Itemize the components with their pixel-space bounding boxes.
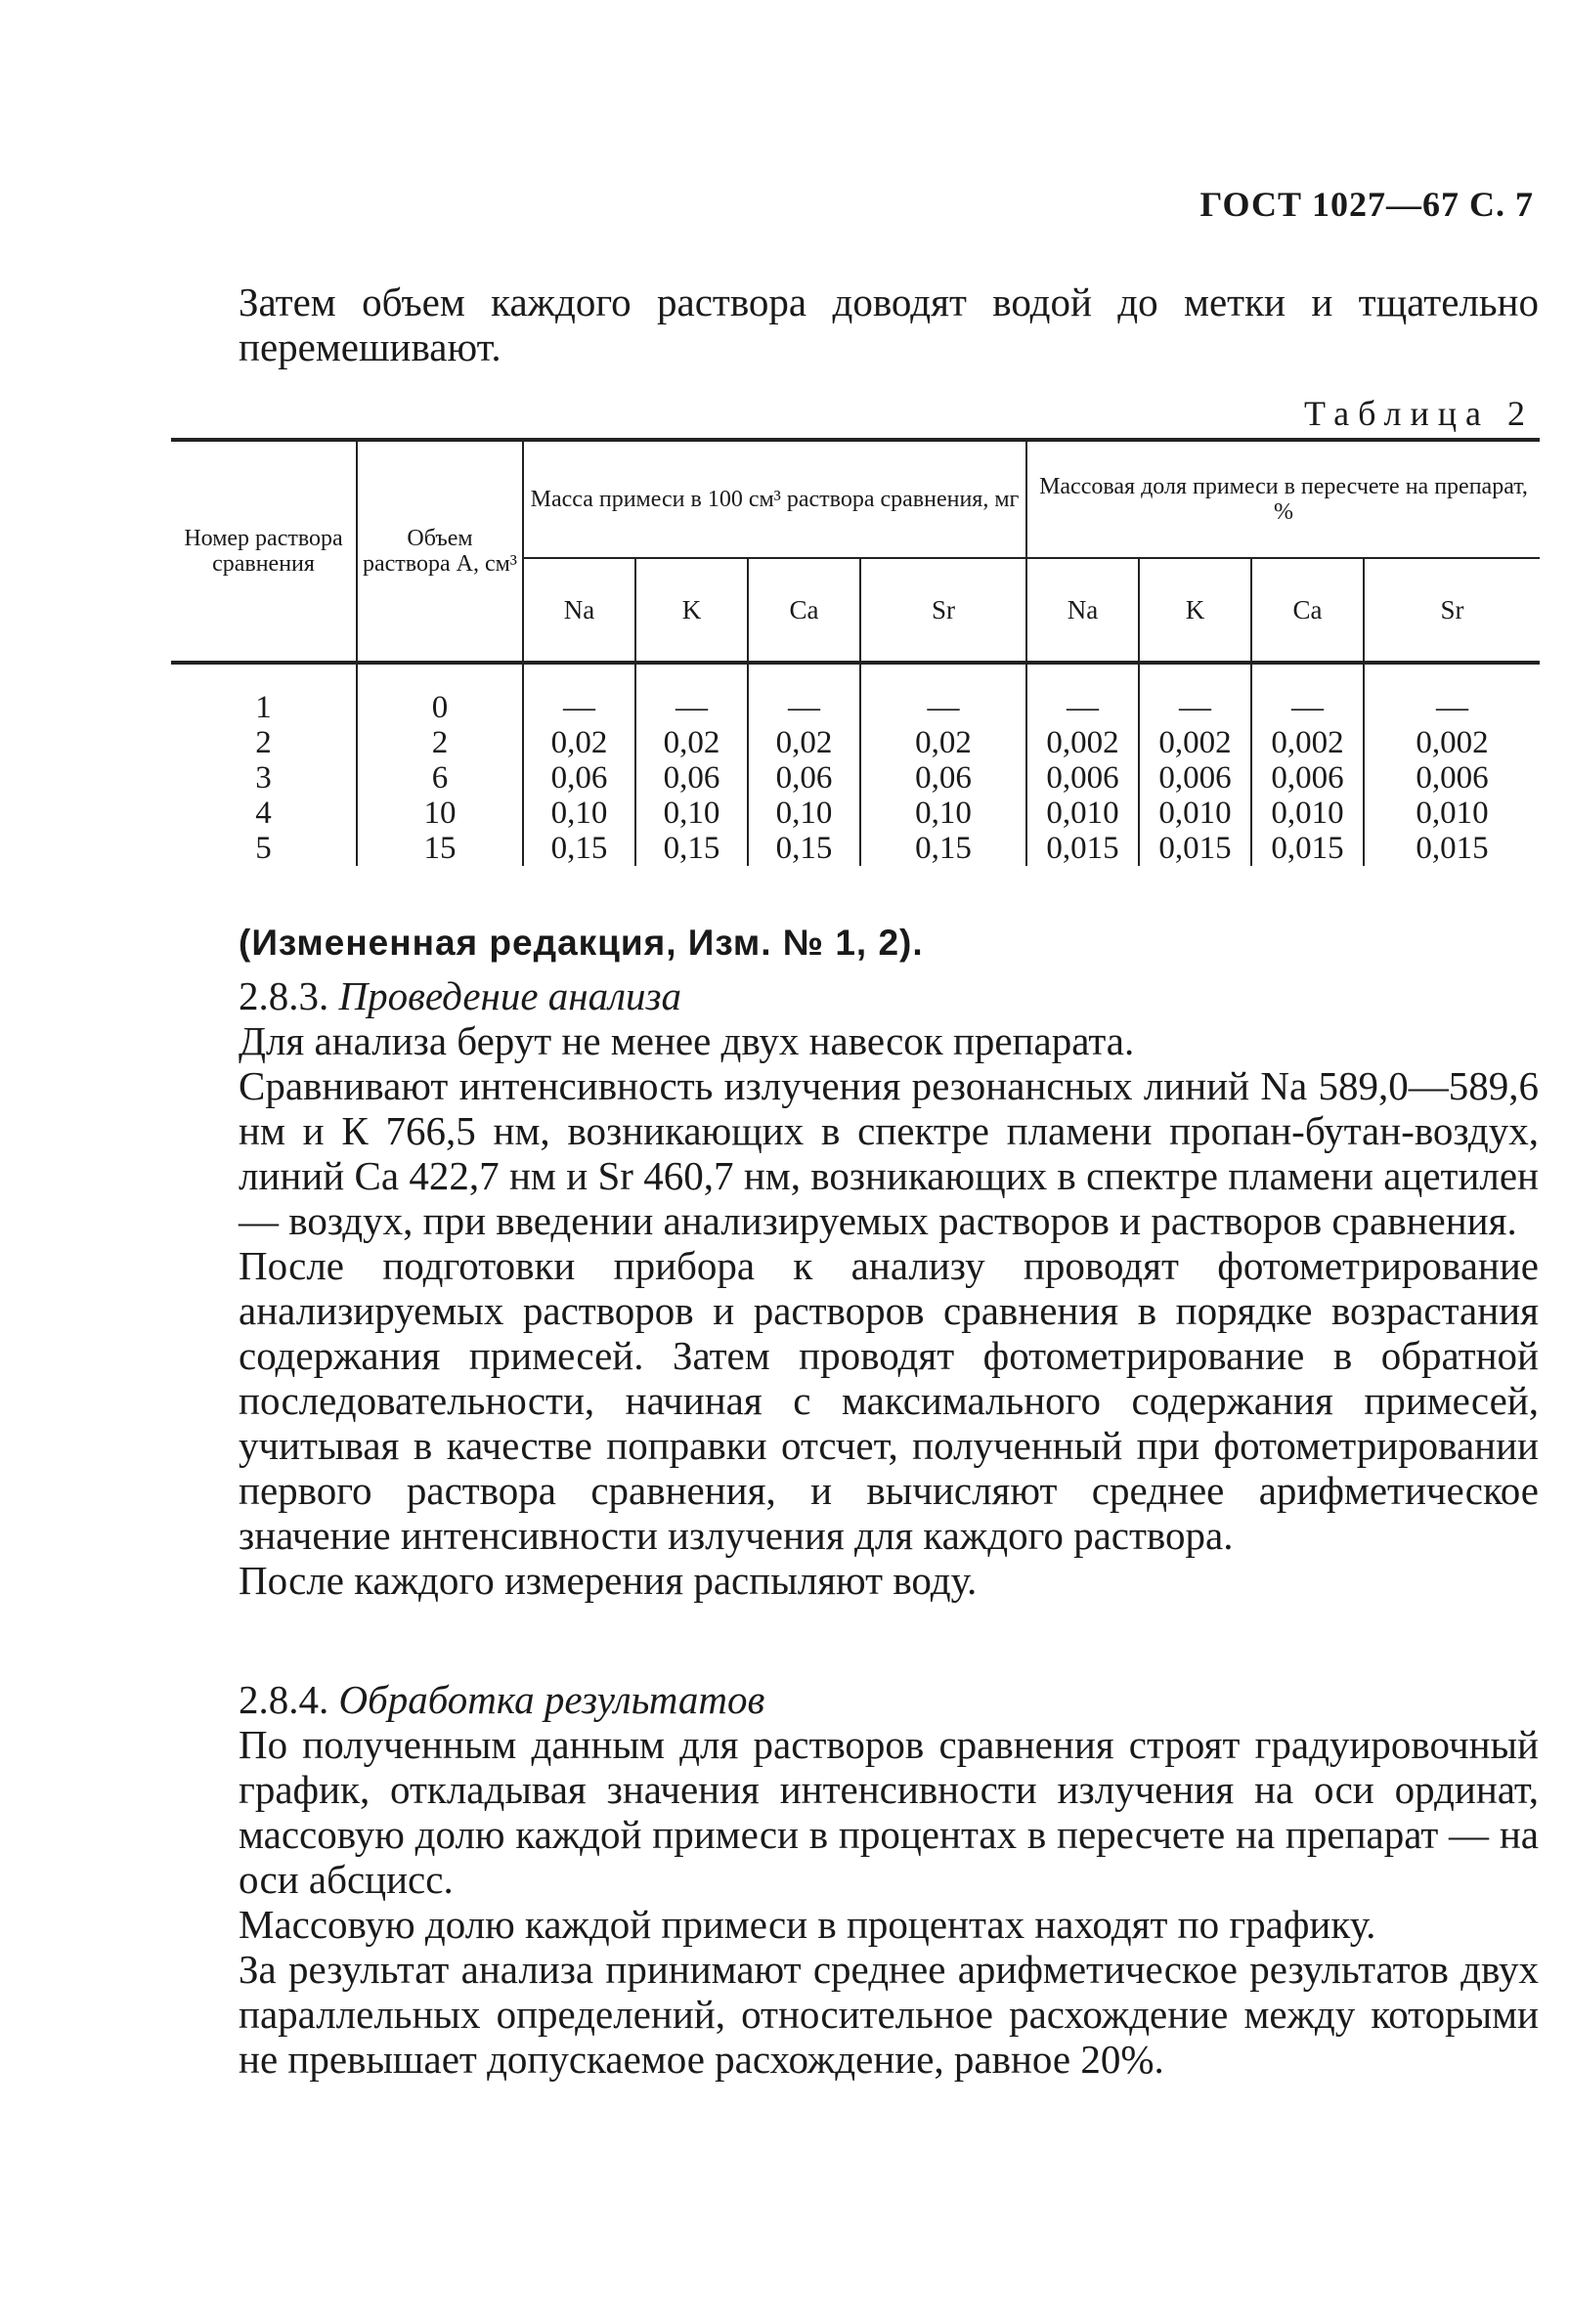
table-row: [171, 760, 1540, 796]
table-cell: —: [748, 663, 860, 725]
page-header: ГОСТ 1027—67 С. 7: [1199, 185, 1534, 224]
section-number: 2.8.4.: [239, 1677, 329, 1722]
table-cell: 0,006: [1416, 760, 1489, 796]
table-cell: 0,015: [1139, 831, 1251, 866]
table-cell: 0: [357, 663, 523, 725]
table-cell: 0,006: [1139, 760, 1251, 796]
paragraph: После каждого измерения распыляют воду.: [239, 1558, 978, 1603]
table-cell: —: [1139, 663, 1251, 725]
paragraph: После подготовки прибора к анализу проводят фотометрирование анализируемых растворов и растворов сравнения в порядке возрастания содержания примесей. Затем проводят фотометрирование в обратной последовательности, начиная с максимального содержания примесей, учитывая в качестве поправки отсчет, полученный при фотометрировании первого раствора сравнения, и вычисляют среднее арифметическое значение интенсивности излучения для каждого раствора.: [239, 1243, 1539, 1558]
table-cell: 4: [171, 796, 357, 831]
col-header-fraction-k: K: [1139, 558, 1251, 663]
table-cell: 0,010: [1139, 796, 1251, 831]
table-cell: 0,015: [1251, 831, 1364, 866]
table-row: [171, 725, 1540, 760]
paragraph: Сравнивают интенсивность излучения резонансных линий Na 589,0—589,6 нм и К 766,5 нм, возникающих в спектре пламени пропан-бутан-воздух, линий Са 422,7 нм и Sr 460,7 нм, возникающих в спектре пламени ацетилен — воздух, при введении анализируемых растворов и растворов сравнения.: [239, 1063, 1539, 1243]
group-header-fraction: Массовая доля примеси в пересчете на препарат, %: [1026, 440, 1540, 558]
table-cell: 0,002: [1251, 725, 1364, 760]
table-cell: 0,10: [523, 796, 635, 831]
table-cell: 0,002: [1416, 725, 1489, 760]
table-cell: 0,02: [523, 725, 635, 760]
table-cell: 0,010: [1251, 796, 1364, 831]
paragraph: За результат анализа принимают среднее арифметическое результатов двух параллельных определений, относительное расхождение между которыми не превышает допускаемое расхождение, равное 20%.: [239, 1947, 1539, 2082]
table-cell: —: [1251, 663, 1364, 725]
table-cell: —: [523, 663, 635, 725]
section-heading-2-8-4: [239, 1677, 764, 1722]
col-header-fraction-sr: Sr: [1364, 558, 1540, 663]
table-cell: 0,06: [635, 760, 748, 796]
col-header-mass-sr: Sr: [860, 558, 1026, 663]
table-cell: 0,010: [1026, 796, 1139, 831]
table-cell: 0,10: [860, 796, 1026, 831]
table-cell: —: [1436, 690, 1468, 725]
table-cell: 0,06: [748, 760, 860, 796]
table-cell: —: [635, 663, 748, 725]
table-cell: 0,15: [860, 831, 1026, 866]
table-cell: 0,002: [1139, 725, 1251, 760]
col-header-mass-ca: Ca: [748, 558, 860, 663]
paragraph: Массовую долю каждой примеси в процентах находят по графику.: [239, 1902, 1376, 1947]
section-2-8-3-body: [239, 1018, 1539, 1603]
table-cell: 6: [357, 760, 523, 796]
table-cell: 10: [357, 796, 523, 831]
col-header-mass-na: Na: [523, 558, 635, 663]
table-caption: Таблица 2: [1304, 394, 1534, 433]
table-cell: 0,15: [635, 831, 748, 866]
col-header-fraction-na: Na: [1026, 558, 1139, 663]
table-cell: —: [1026, 663, 1139, 725]
table-cell: 0,10: [748, 796, 860, 831]
section-number: 2.8.3.: [239, 973, 329, 1018]
table-cell: 15: [357, 831, 523, 866]
table-cell: 0,002: [1026, 725, 1139, 760]
col-header-mass-k: K: [635, 558, 748, 663]
table-cell: 2: [357, 725, 523, 760]
col-header-fraction-ca: Ca: [1251, 558, 1364, 663]
table-cell: 3: [171, 760, 357, 796]
table-cell: 0,15: [748, 831, 860, 866]
table-cell: 0,006: [1251, 760, 1364, 796]
table-cell: 0,15: [523, 831, 635, 866]
table-row: [171, 663, 1540, 725]
table-cell: 2: [171, 725, 357, 760]
table-row: [171, 831, 1540, 866]
paragraph: По полученным данным для растворов сравнения строят градуировочный график, откладывая значения интенсивности излучения на оси ординат, массовую долю каждой примеси в процентах в пересчете на препарат — на оси абсцисс.: [239, 1722, 1539, 1902]
table-cell: 0,015: [1026, 831, 1139, 866]
table-cell: 0,06: [523, 760, 635, 796]
col-header-number: Номер раствора сравнения: [171, 440, 357, 663]
table-cell: 5: [171, 831, 357, 866]
revision-note: (Измененная редакция, Изм. № 1, 2).: [239, 923, 924, 963]
section-heading-2-8-3: [239, 973, 681, 1018]
table-cell: 0,10: [635, 796, 748, 831]
col-header-volume: Объем раствора А, см³: [357, 440, 523, 663]
group-header-mass: Масса примеси в 100 см³ раствора сравнения, мг: [523, 440, 1026, 558]
reference-solutions-table: [171, 438, 1540, 866]
section-title: Обработка результатов: [338, 1677, 765, 1722]
table-row: [171, 796, 1540, 831]
table-cell: —: [860, 663, 1026, 725]
table-cell: 1: [171, 663, 357, 725]
table-cell: 0,02: [748, 725, 860, 760]
table-cell: 0,06: [860, 760, 1026, 796]
table-cell: 0,02: [635, 725, 748, 760]
table-cell: 0,010: [1416, 796, 1489, 831]
paragraph: Для анализа берут не менее двух навесок препарата.: [239, 1018, 1135, 1063]
table-cell: 0,006: [1026, 760, 1139, 796]
table-cell: 0,02: [860, 725, 1026, 760]
section-2-8-4-body: [239, 1722, 1539, 2082]
table-cell: 0,015: [1416, 831, 1489, 866]
section-title: Проведение анализа: [338, 973, 682, 1018]
intro-paragraph: Затем объем каждого раствора доводят водой до метки и тщательно перемешивают.: [239, 280, 1539, 369]
